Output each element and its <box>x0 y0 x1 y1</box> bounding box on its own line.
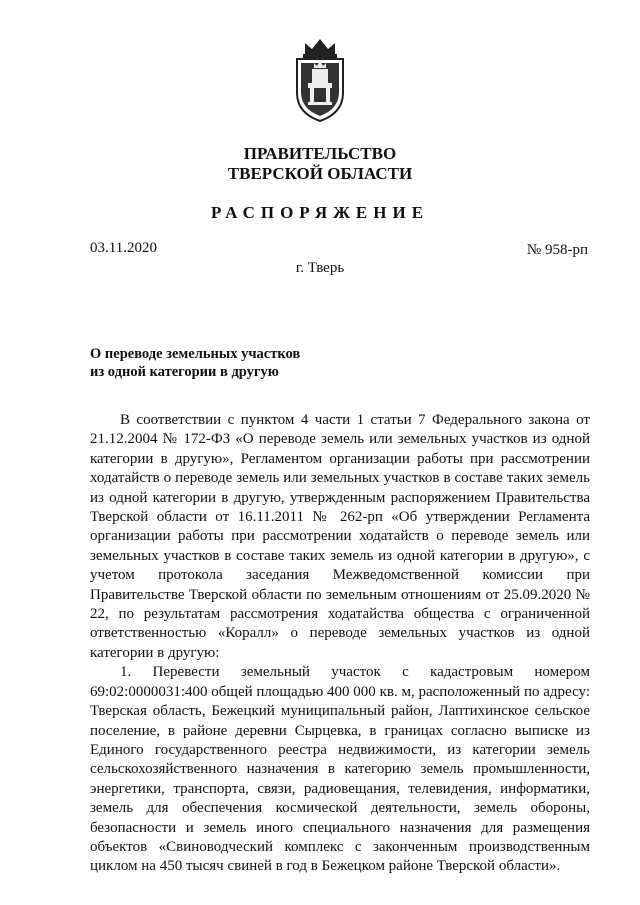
document-subject <box>90 345 300 381</box>
document-date: 03.11.2020 <box>90 240 157 256</box>
subject-line-2: из одной категории в другую <box>90 364 279 380</box>
subject-line-1: О переводе земельных участков <box>90 346 301 362</box>
tver-coat-of-arms-icon <box>291 37 349 123</box>
body-paragraph-2: 1. Перевести земельный участок с кадастровым номером 69:02:0000031:400 общей площадью 400 000 кв. м, расположенный по адресу: Тверская область, Бежецкий муниципальный район, Лаптихинское сельское поселение, в районе деревни Сырцевка, в границах согласно выписке из Единого государственного реестра недвижимости, из категории земель сельскохозяйственного назначения в категорию земель промышленности, энергетики, транспорта, связи, радиовещания, телевидения, информатики, земель для обеспечения космической деятельности, земель обороны, безопасности и земель иного специального назначения для размещения объектов «Свиноводческий комплекс с законченным производственным циклом на 450 тысяч свиней в год в Бежецком районе Тверской области». <box>90 664 590 875</box>
government-name <box>0 144 640 184</box>
document-body <box>90 411 590 877</box>
government-line-1: ПРАВИТЕЛЬСТВО <box>243 144 397 163</box>
body-paragraph-1: В соответствии с пунктом 4 части 1 статьи 7 Федерального закона от 21.12.2004 № 172-ФЗ «О переводе земель или земельных участков из одной категории в другую», Регламентом организации работы при рассмотрении ходатайств о переводе земель или земельных участков в составе таких земель из одной категории в другую, утвержденным распоряжением Правительства Тверской области от 16.11.2011 № 262-рп «Об утверждении Регламента организации работы при рассмотрении ходатайств о переводе земель или земельных участков в составе таких земель из одной категории в другую», с учетом протокола заседания Межведомственной комиссии при Правительстве Тверской области по земельным отношениям от 25.09.2020 № 22, по результатам рассмотрения ходатайства общества с ограниченной ответственностью «Коралл» о переводе земельных участков из одной категории в другую: <box>90 412 590 661</box>
document-type-title: РАСПОРЯЖЕНИЕ <box>210 203 430 222</box>
government-line-2: ТВЕРСКОЙ ОБЛАСТИ <box>227 164 413 183</box>
document-number: № 958-рп <box>526 242 588 258</box>
document-city: г. Тверь <box>295 260 345 276</box>
